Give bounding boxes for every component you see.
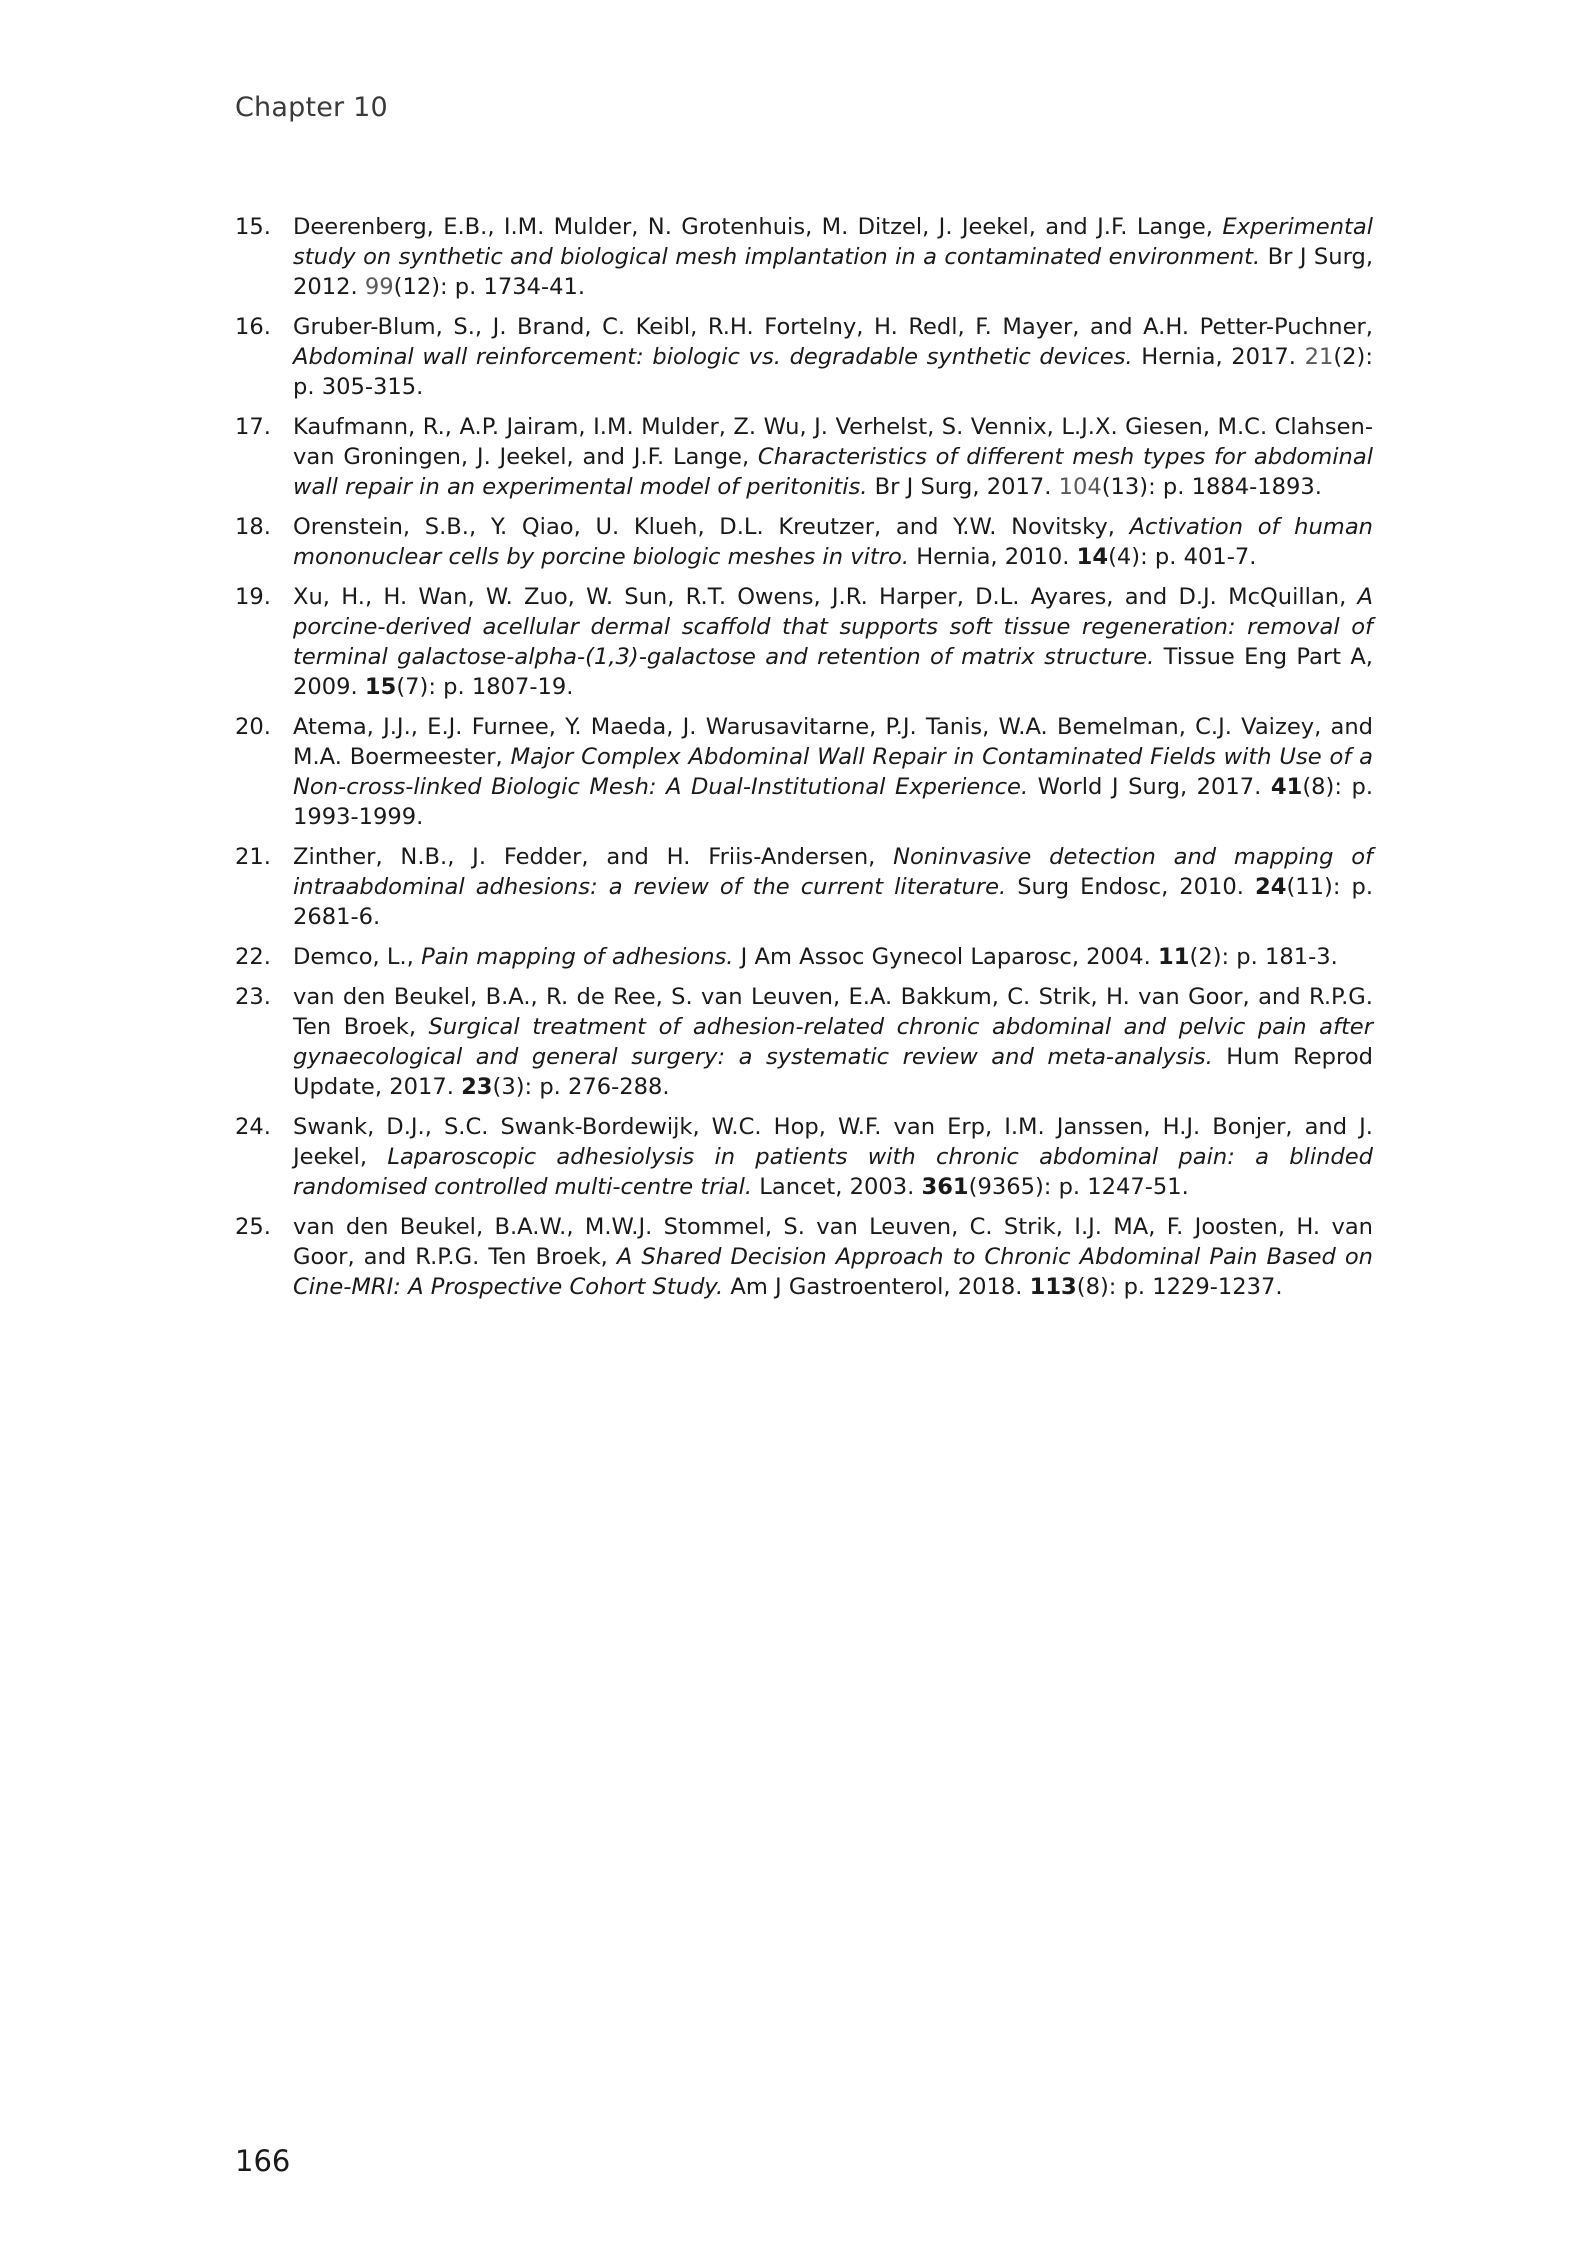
reference-authors: Swank, D.J., S.C. Swank-Bordewijk, W.C. Hop, W.F. van Erp, I.M. Janssen, H.J. Bonjer, and J. Jeekel,: [293, 1114, 1373, 1170]
reference-authors: Zinther, N.B., J. Fedder, and H. Friis-Andersen,: [293, 844, 894, 870]
reference-number: 20.: [235, 714, 271, 740]
reference-authors: Demco, L.,: [293, 944, 422, 970]
reference-title: Major Complex Abdominal Wall Repair in Contaminated Fields with Use of a Non-cross-linked Biologic Mesh: A Dual-Institutional Experience.: [293, 744, 1373, 800]
reference-pages: (2): p. 181-3.: [1189, 944, 1338, 970]
page-number: 166: [235, 2144, 291, 2178]
reference-volume: 41: [1270, 774, 1303, 800]
reference-pages: (8): p. 1229-1237.: [1076, 1274, 1283, 1300]
reference-title: Laparoscopic adhesiolysis in patients with chronic abdominal pain: a blinded randomised controlled multi-centre trial.: [293, 1144, 1373, 1200]
reference-number: 21.: [235, 844, 271, 870]
reference-source: Am J Gastroenterol, 2018.: [723, 1274, 1030, 1300]
reference-source: World J Surg, 2017.: [1028, 774, 1271, 800]
reference-number: 25.: [235, 1214, 271, 1240]
reference-item: [235, 842, 1373, 932]
reference-volume: 361: [921, 1174, 969, 1200]
reference-item: [235, 1212, 1373, 1302]
running-head-chapter: Chapter 10: [235, 92, 388, 123]
reference-volume: 24: [1255, 874, 1287, 900]
reference-title: Abdominal wall reinforcement: biologic vs. degradable synthetic devices.: [293, 344, 1133, 370]
reference-item: [235, 312, 1373, 402]
reference-volume: 21: [1304, 344, 1334, 370]
reference-pages: (11): p. 2681-6.: [293, 874, 1373, 930]
reference-title: Pain mapping of adhesions.: [421, 944, 734, 970]
reference-volume: 104: [1058, 474, 1102, 500]
reference-pages: (8): p. 1993-1999.: [293, 774, 1373, 830]
reference-authors: Deerenberg, E.B., I.M. Mulder, N. Grotenhuis, M. Ditzel, J. Jeekel, and J.F. Lange,: [293, 214, 1223, 240]
reference-number: 15.: [235, 214, 271, 240]
reference-source: Surg Endosc, 2010.: [1006, 874, 1255, 900]
reference-volume: 14: [1076, 544, 1109, 570]
reference-authors: Gruber-Blum, S., J. Brand, C. Keibl, R.H. Fortelny, H. Redl, F. Mayer, and A.H. Petter-Puchner,: [293, 314, 1373, 340]
reference-volume: 99: [364, 274, 394, 300]
reference-title: Noninvasive detection and mapping of intraabdominal adhesions: a review of the current literature.: [293, 844, 1373, 900]
reference-number: 22.: [235, 944, 271, 970]
reference-pages: (13): p. 1884-1893.: [1101, 474, 1322, 500]
reference-volume: 23: [461, 1074, 493, 1100]
reference-authors: Xu, H., H. Wan, W. Zuo, W. Sun, R.T. Owens, J.R. Harper, D.L. Ayares, and D.J. McQuillan,: [293, 584, 1358, 610]
reference-authors: van den Beukel, B.A., R. de Ree, S. van Leuven, E.A. Bakkum, C. Strik, H. van Goor, and R.P.G. Ten Broek,: [293, 984, 1373, 1040]
reference-title: Surgical treatment of adhesion-related chronic abdominal and pelvic pain after gynaecological and general surgery: a systematic review and meta-analysis.: [293, 1014, 1373, 1070]
reference-number: 23.: [235, 984, 271, 1010]
reference-title: A Shared Decision Approach to Chronic Abdominal Pain Based on Cine-MRI: A Prospective Cohort Study.: [293, 1244, 1374, 1300]
reference-pages: (12): p. 1734-41.: [393, 274, 586, 300]
reference-pages: (7): p. 1807-19.: [396, 674, 574, 700]
reference-list: [235, 212, 1373, 1312]
reference-title: Activation of human mononuclear cells by porcine biologic meshes in vitro.: [293, 514, 1373, 570]
reference-item: [235, 942, 1373, 972]
reference-authors: Atema, J.J., E.J. Furnee, Y. Maeda, J. Warusavitarne, P.J. Tanis, W.A. Bemelman, C.J. Vaizey, and M.A. Boermeester,: [293, 714, 1373, 770]
reference-title: Characteristics of different mesh types for abdominal wall repair in an experimental model of peritonitis.: [293, 444, 1373, 500]
reference-authors: Orenstein, S.B., Y. Qiao, U. Klueh, D.L. Kreutzer, and Y.W. Novitsky,: [293, 514, 1130, 540]
reference-pages: (2): p. 305-315.: [293, 344, 1373, 400]
reference-number: 17.: [235, 414, 271, 440]
reference-title: Experimental study on synthetic and biological mesh implantation in a contaminated environment.: [293, 214, 1373, 270]
reference-item: [235, 712, 1373, 832]
reference-number: 18.: [235, 514, 271, 540]
reference-number: 24.: [235, 1114, 271, 1140]
reference-pages: (4): p. 401-7.: [1108, 544, 1257, 570]
reference-source: Lancet, 2003.: [752, 1174, 922, 1200]
reference-source: Hernia, 2010.: [909, 544, 1077, 570]
reference-item: [235, 982, 1373, 1102]
reference-item: [235, 512, 1373, 572]
reference-volume: 11: [1158, 944, 1190, 970]
reference-pages: (3): p. 276-288.: [492, 1074, 670, 1100]
reference-pages: (9365): p. 1247-51.: [968, 1174, 1189, 1200]
reference-authors: van den Beukel, B.A.W., M.W.J. Stommel, S. van Leuven, C. Strik, I.J. MA, F. Joosten, H. van Goor, and R.P.G. Ten Broek,: [293, 1214, 1373, 1270]
reference-source: J Am Assoc Gynecol Laparosc, 2004.: [733, 944, 1159, 970]
reference-item: [235, 412, 1373, 502]
reference-item: [235, 212, 1373, 302]
reference-source: Br J Surg, 2017.: [867, 474, 1059, 500]
reference-item: [235, 1112, 1373, 1202]
reference-source: Hernia, 2017.: [1132, 344, 1305, 370]
reference-number: 16.: [235, 314, 271, 340]
reference-volume: 113: [1029, 1274, 1077, 1300]
reference-authors: Kaufmann, R., A.P. Jairam, I.M. Mulder, Z. Wu, J. Verhelst, S. Vennix, L.J.X. Giesen, M.C. Clahsen-van Groningen, J. Jeekel, and J.F. Lange,: [293, 414, 1373, 470]
reference-source: Tissue Eng Part A, 2009.: [293, 644, 1373, 700]
reference-source: Hum Reprod Update, 2017.: [293, 1044, 1373, 1100]
reference-item: [235, 582, 1373, 702]
reference-volume: 15: [364, 674, 397, 700]
reference-source: Br J Surg, 2012.: [293, 244, 1374, 300]
reference-number: 19.: [235, 584, 271, 610]
reference-title: A porcine-derived acellular dermal scaffold that supports soft tissue regeneration: removal of terminal galactose-alpha-(1,3)-galactose and retention of matrix structure.: [293, 584, 1373, 670]
